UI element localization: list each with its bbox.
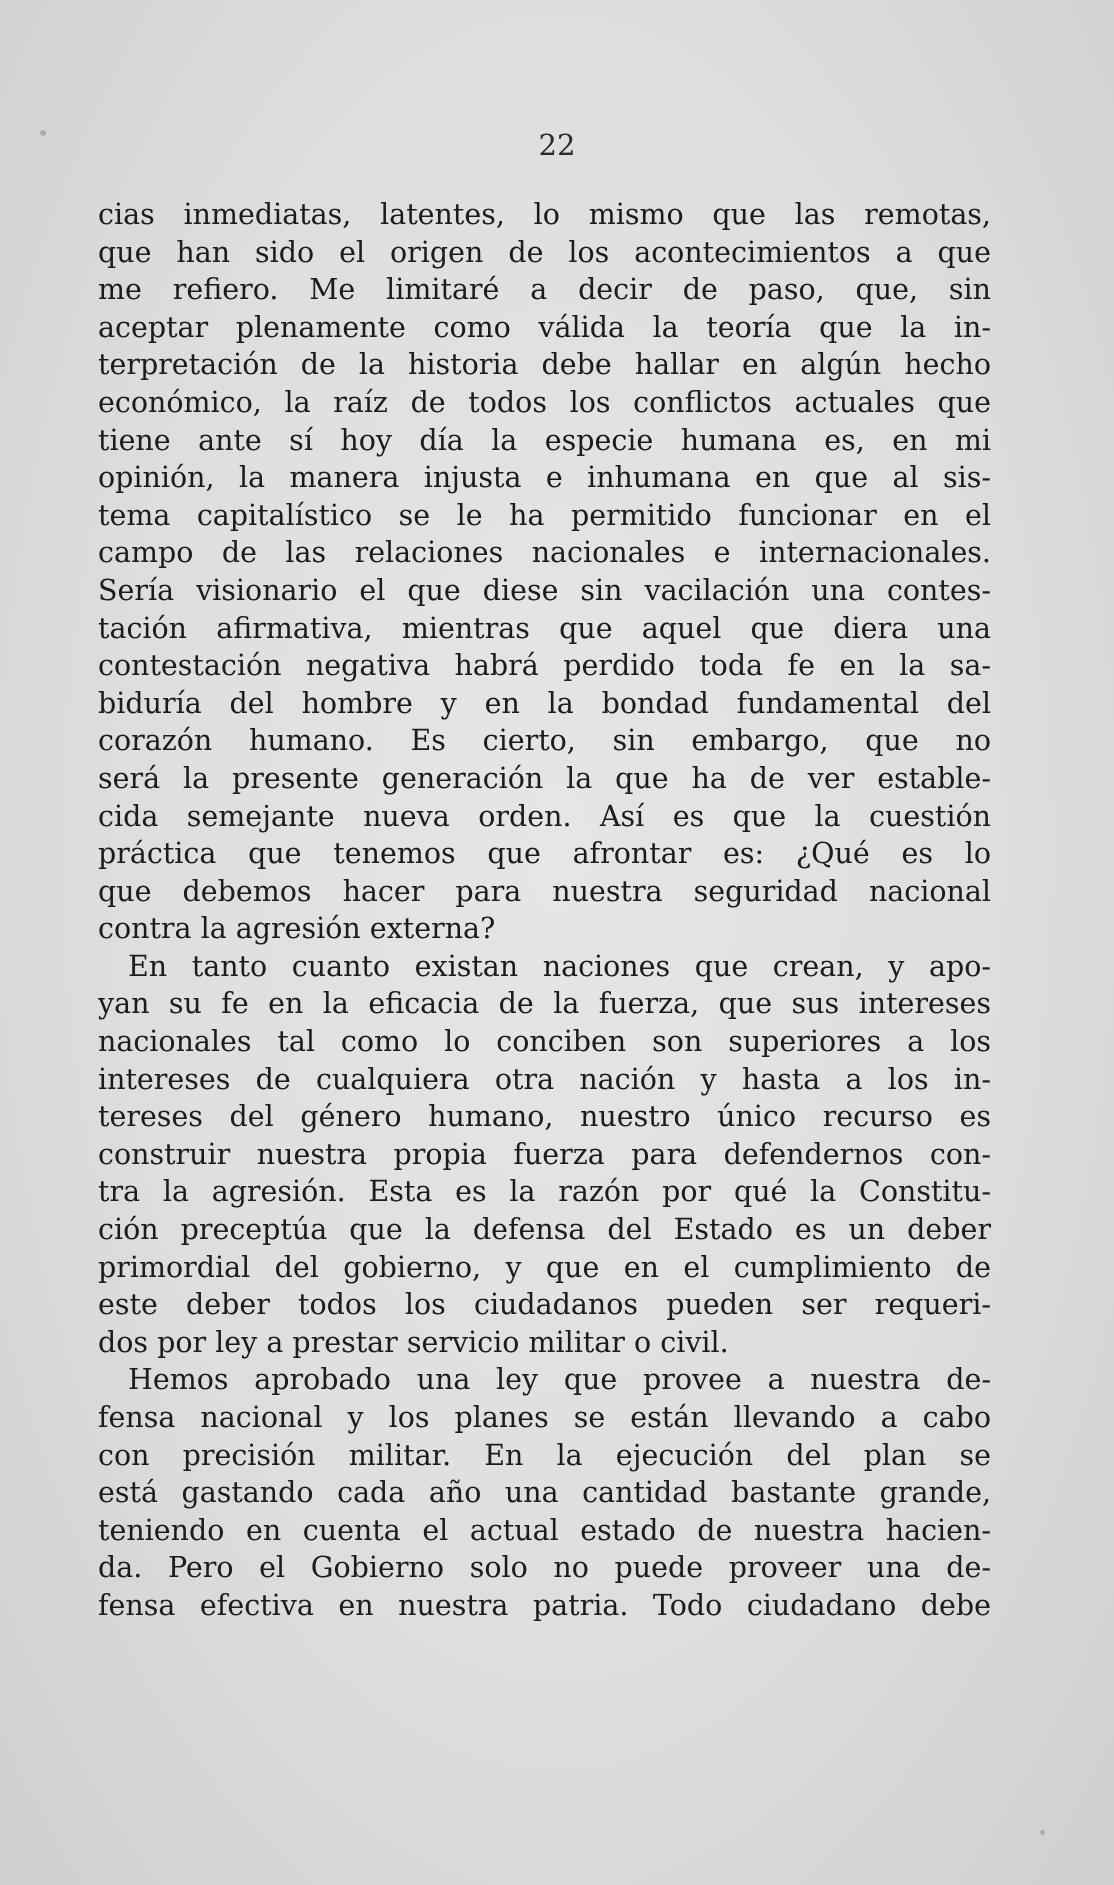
- text-line: fensa efectiva en nuestra patria. Todo ciudadano debe: [98, 1588, 991, 1622]
- text-line: tación afirmativa, mientras que aquel que diera una: [98, 611, 991, 645]
- body-text: [98, 196, 991, 1625]
- text-line: práctica que tenemos que afrontar es: ¿Qué es lo: [98, 837, 991, 871]
- text-line: que han sido el origen de los acontecimientos a que: [98, 235, 991, 269]
- text-line: fensa nacional y los planes se están llevando a cabo: [98, 1401, 991, 1434]
- text-line: contestación negativa habrá perdido toda fe en la sa-: [98, 649, 991, 683]
- text-line: En tanto cuanto existan naciones que crean, y apo-: [128, 949, 991, 983]
- text-line: teniendo en cuenta el actual estado de nuestra hacien-: [98, 1513, 991, 1547]
- paper-speck: [1040, 1830, 1045, 1835]
- text-line: terpretación de la historia debe hallar en algún hecho: [98, 348, 991, 382]
- text-line: económico, la raíz de todos los conflictos actuales que: [98, 385, 991, 419]
- text-line: nacionales tal como lo conciben son superiores a los: [98, 1025, 991, 1059]
- text-line: intereses de cualquiera otra nación y hasta a los in-: [98, 1062, 991, 1096]
- paragraph: [98, 1361, 991, 1624]
- paragraph: [98, 196, 991, 948]
- text-line: este deber todos los ciudadanos pueden ser requeri-: [98, 1288, 991, 1322]
- page-number: 22: [538, 128, 576, 162]
- text-line: dos por ley a prestar servicio militar o civil.: [98, 1325, 729, 1359]
- text-line: Sería visionario el que diese sin vacilación una contes-: [98, 573, 991, 607]
- text-line: campo de las relaciones nacionales e internacionales.: [98, 536, 991, 570]
- text-line: me refiero. Me limitaré a decir de paso, que, sin: [98, 273, 991, 307]
- text-line: será la presente generación la que ha de ver estable-: [98, 761, 991, 795]
- text-line: corazón humano. Es cierto, sin embargo, que no: [98, 724, 991, 758]
- text-line: con precisión militar. En la ejecución del plan se: [98, 1438, 991, 1472]
- text-line: primordial del gobierno, y que en el cumplimiento de: [98, 1250, 991, 1284]
- text-line: yan su fe en la eficacia de la fuerza, que sus intereses: [98, 987, 991, 1021]
- text-line: biduría del hombre y en la bondad fundamental del: [98, 686, 991, 720]
- paragraph: [98, 948, 991, 1362]
- text-line: tema capitalístico se le ha permitido funcionar en el: [98, 498, 991, 532]
- text-line: está gastando cada año una cantidad bastante grande,: [98, 1476, 991, 1510]
- text-line: aceptar plenamente como válida la teoría que la in-: [98, 310, 991, 344]
- text-line: da. Pero el Gobierno solo no puede proveer una de-: [98, 1551, 991, 1585]
- text-line: Hemos aprobado una ley que provee a nuestra de-: [128, 1363, 991, 1397]
- text-line: cida semejante nueva orden. Así es que la cuestión: [98, 799, 991, 833]
- text-line: tiene ante sí hoy día la especie humana es, en mi: [98, 423, 991, 457]
- text-line: tra la agresión. Esta es la razón por qué la Constitu-: [98, 1175, 991, 1209]
- text-line: ción preceptúa que la defensa del Estado es un deber: [98, 1213, 991, 1247]
- text-line: cias inmediatas, latentes, lo mismo que las remotas,: [98, 198, 991, 231]
- text-line: que debemos hacer para nuestra seguridad nacional: [98, 874, 991, 908]
- text-line: tereses del género humano, nuestro único recurso es: [98, 1100, 991, 1134]
- text-line: opinión, la manera injusta e inhumana en que al sis-: [98, 461, 991, 495]
- text-line: contra la agresión externa?: [98, 912, 496, 946]
- text-line: construir nuestra propia fuerza para defendernos con-: [98, 1137, 991, 1171]
